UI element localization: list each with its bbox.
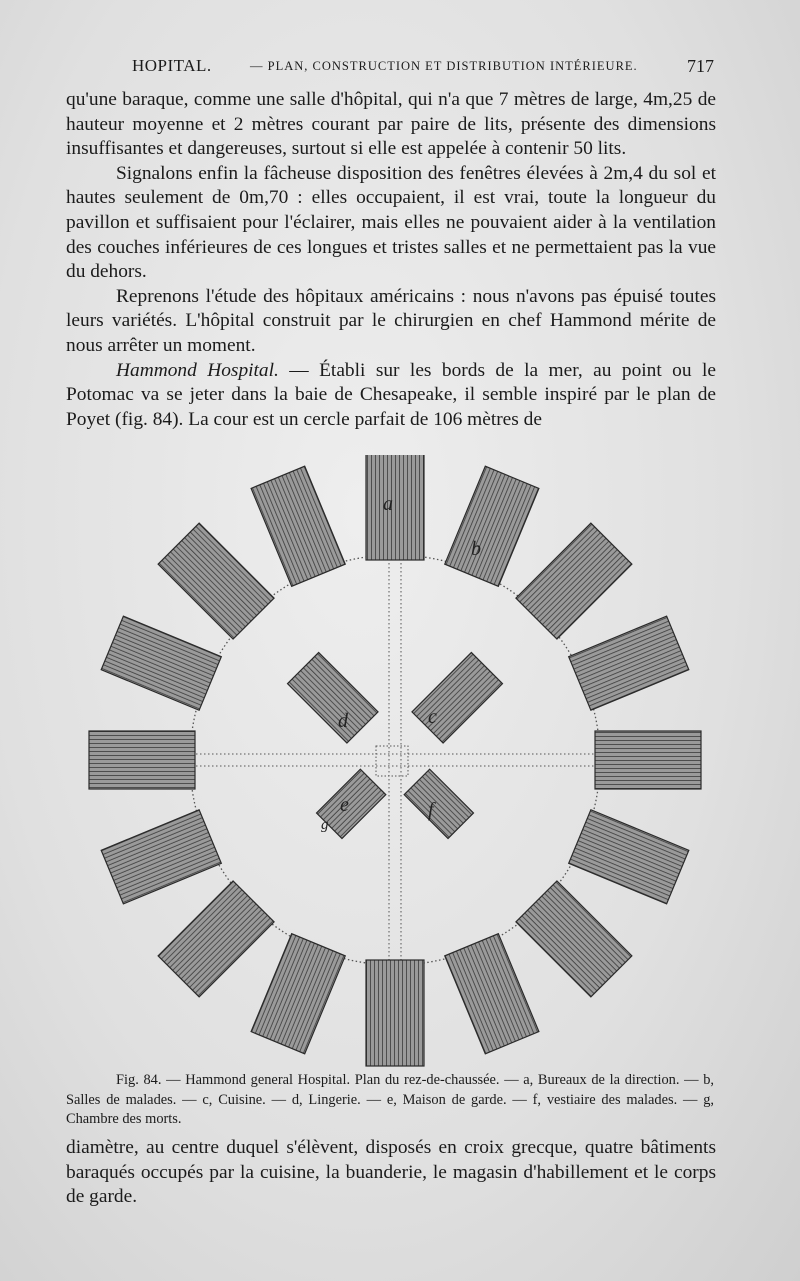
- ward-pavilions: [89, 455, 701, 1066]
- running-subtitle: — PLAN, CONSTRUCTION ET DISTRIBUTION INTÉRIEURE.: [250, 59, 638, 73]
- label-a: a: [383, 493, 393, 515]
- ward-pavilion: [251, 934, 345, 1054]
- caption-fig-label: Fig. 84.: [116, 1072, 162, 1088]
- paragraph-4: [66, 359, 716, 433]
- ward-pavilion: [516, 881, 632, 997]
- running-header: [132, 56, 714, 82]
- central-building: [412, 653, 503, 744]
- paragraph-3: Reprenons l'étude des hôpitaux américains : nous n'avons pas épuisé toutes leurs variétés. L'hôpital construit par le chirurgien en chef Hammond mérite de nous arrêter un moment.: [66, 285, 716, 356]
- ward-pavilion: [569, 810, 689, 904]
- ward-pavilion: [366, 960, 424, 1066]
- ward-pavilion: [366, 455, 424, 560]
- label-e: e: [340, 794, 349, 816]
- paragraph-1: qu'une baraque, comme une salle d'hôpital, qui n'a que 7 mètres de large, 4m,25 de hauteur moyenne et 2 mètres courant par paire de lits, présente des dimensions insuffisantes et dangereuses, surtout si elle est appelée à contenir 50 lits.: [66, 89, 716, 160]
- ward-pavilion: [569, 616, 689, 710]
- ward-pavilion: [516, 523, 632, 639]
- central-building: [288, 653, 379, 744]
- caption-text: — Hammond general Hospital. Plan du rez-de-chaussée. — a, Bureaux de la direction. — b, Salles de malades. — c, Cuisine. — d, Lingerie. — e, Maison de garde. — f, vestiaire des malades. — g, Chambre des morts.: [66, 1072, 714, 1127]
- body-text-top: [66, 88, 716, 432]
- label-f: f: [428, 799, 434, 821]
- label-c: c: [428, 706, 437, 728]
- hammond-hospital-heading: Hammond Hospital.: [116, 359, 279, 381]
- label-d: d: [338, 710, 348, 732]
- central-square: [376, 746, 408, 776]
- page-number: 717: [687, 56, 714, 76]
- ward-pavilion: [158, 523, 274, 639]
- ward-pavilion: [89, 731, 195, 789]
- paragraph-5: diamètre, au centre duquel s'élèvent, disposés en croix grecque, quatre bâtiments baraqués occupés par la cuisine, la buanderie, le magasin d'habillement et le corps de garde.: [66, 1137, 716, 1208]
- ward-pavilion: [445, 934, 539, 1054]
- running-title: HOPITAL.: [132, 56, 212, 75]
- ward-pavilion: [101, 810, 221, 904]
- hospital-plan-figure: [70, 455, 730, 1070]
- label-b: b: [471, 538, 481, 560]
- figure-caption: [66, 1071, 714, 1130]
- paragraph-2: Signalons enfin la fâcheuse disposition des fenêtres élevées à 2m,4 du sol et hautes seulement de 0m,70 : elles occupaient, il est vrai, toute la longueur du pavillon et suffisaient pour l'éclairer, mais elles ne pouvaient aider à la ventilation des couches inférieures de ces longues et tristes salles et ne permettaient pas la vue du dehors.: [66, 162, 716, 283]
- label-g: g: [321, 817, 329, 833]
- ward-pavilion: [251, 466, 345, 586]
- central-building: [404, 769, 473, 838]
- ward-pavilion: [595, 731, 701, 789]
- ward-pavilion: [445, 466, 539, 586]
- paragraph-4-text: — Établi sur les bords de la mer, au point ou le Potomac va se jeter dans la baie de Chesapeake, il semble inspiré par le plan de Poyet (fig. 84). La cour est un cercle parfait de 106 mètres de: [66, 359, 716, 430]
- ward-pavilion: [158, 881, 274, 997]
- body-text-bottom: [66, 1136, 716, 1210]
- ward-pavilion: [101, 616, 221, 710]
